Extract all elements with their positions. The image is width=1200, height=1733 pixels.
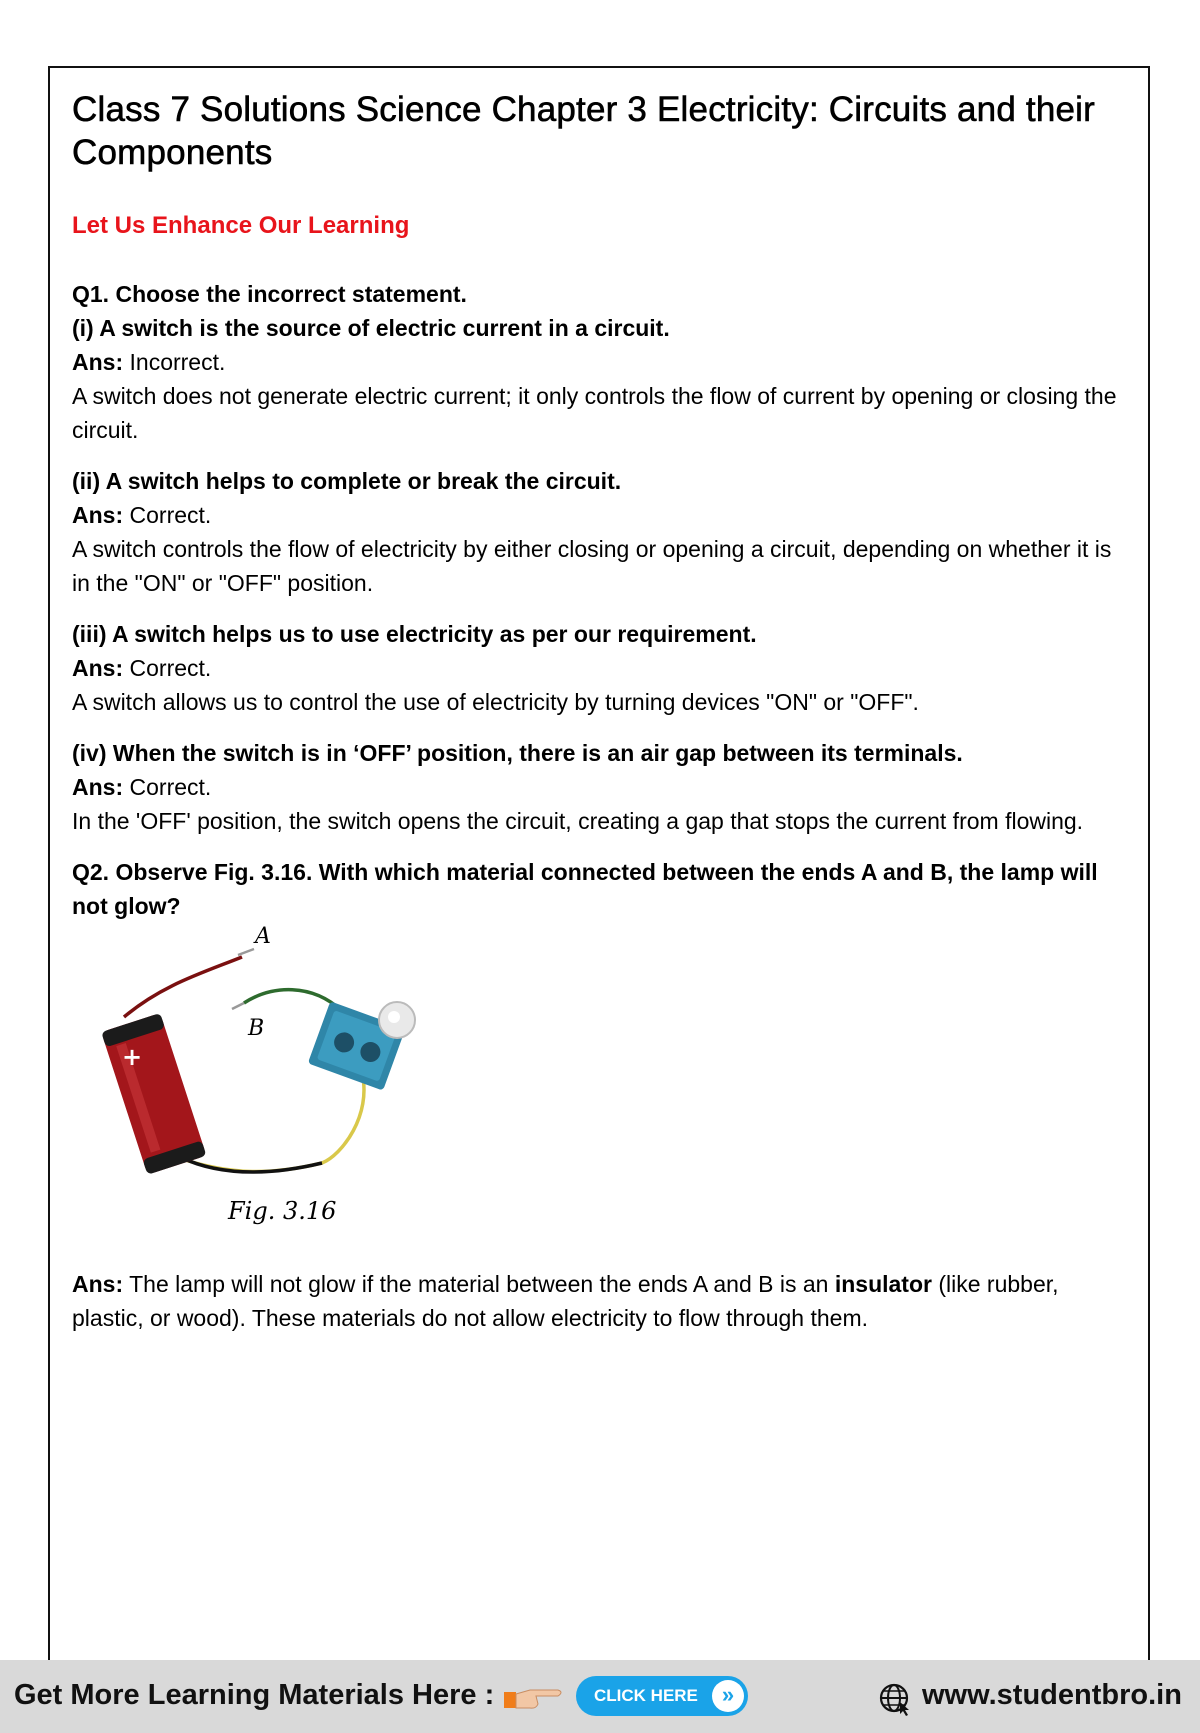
q1-part-explanation: In the 'OFF' position, the switch opens the circuit, creating a gap that stops the current from flowing. — [72, 808, 1084, 834]
q1-question: Q1. Choose the incorrect statement. — [72, 281, 467, 307]
circuit-illustration — [72, 925, 452, 1235]
q1-part-explanation: A switch allows us to control the use of electricity by turning devices "ON" or "OFF". — [72, 689, 919, 715]
ans-verdict: Correct. — [129, 655, 212, 681]
document-content — [72, 88, 1132, 1335]
website-link[interactable]: www.studentbro.in — [922, 1679, 1182, 1711]
q1-part-statement: (iv) When the switch is in ‘OFF’ position, there is an air gap between its terminals. — [72, 740, 963, 766]
q1-part-answer — [72, 770, 1132, 804]
double-chevron-icon: » — [712, 1680, 744, 1712]
q1-part-answer — [72, 498, 1132, 532]
q1-part-explanation: A switch controls the flow of electricity by either closing or opening a circuit, depending on whether it is in the "ON" or "OFF" position. — [72, 536, 1112, 596]
ans-label: Ans: — [72, 1271, 124, 1297]
page-title: Class 7 Solutions Science Chapter 3 Electricity: Circuits and their Components — [72, 90, 1095, 172]
circuit-figure — [72, 925, 452, 1235]
promo-footer — [0, 1660, 1200, 1733]
ans-label: Ans: — [72, 774, 124, 800]
q1-part-statement: (iii) A switch helps us to use electricity as per our requirement. — [72, 621, 757, 647]
click-here-button[interactable] — [576, 1676, 748, 1716]
click-here-label: CLICK HERE — [594, 1686, 698, 1705]
q1-part-answer — [72, 345, 1132, 379]
q1-part-answer — [72, 651, 1132, 685]
section-heading: Let Us Enhance Our Learning — [72, 212, 410, 239]
battery-plus-sign: + — [122, 1043, 143, 1071]
q2-answer-text-2: (like rubber, plastic, or wood). These materials do not allow electricity to flow through them. — [72, 1271, 1059, 1331]
q1-part-statement: (ii) A switch helps to complete or break the circuit. — [72, 468, 622, 494]
q1-part-statement: (i) A switch is the source of electric current in a circuit. — [72, 315, 670, 341]
q2-answer-text-1: The lamp will not glow if the material between the ends A and B is an — [129, 1271, 829, 1297]
footer-text: Get More Learning Materials Here : — [14, 1679, 495, 1711]
terminal-b-label: B — [248, 1016, 265, 1041]
terminal-a-label: A — [255, 925, 271, 949]
q2-question: Q2. Observe Fig. 3.16. With which material connected between the ends A and B, the lamp will not glow? — [72, 859, 1098, 919]
q1-part-explanation: A switch does not generate electric current; it only controls the flow of current by opening or closing the circuit. — [72, 383, 1117, 443]
ans-label: Ans: — [72, 349, 124, 375]
ans-verdict: Correct. — [129, 774, 212, 800]
ans-verdict: Incorrect. — [129, 349, 226, 375]
ans-label: Ans: — [72, 655, 124, 681]
ans-verdict: Correct. — [129, 502, 212, 528]
figure-caption: Fig. 3.16 — [228, 1197, 337, 1225]
globe-icon — [878, 1682, 912, 1716]
q2-answer-keyword: insulator — [834, 1271, 932, 1297]
pointing-hand-icon — [500, 1682, 566, 1712]
ans-label: Ans: — [72, 502, 124, 528]
q2-answer — [72, 1267, 1132, 1335]
